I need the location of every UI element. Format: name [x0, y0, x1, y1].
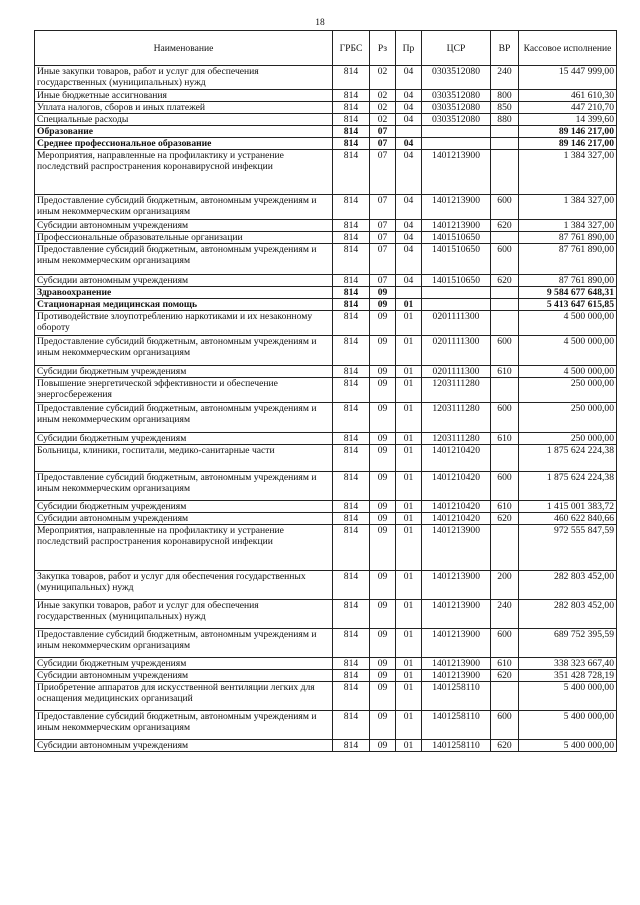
cell-name: Субсидии бюджетным учреждениям: [35, 433, 333, 445]
table-row: [35, 629, 617, 658]
cell-vr: 620: [491, 670, 519, 682]
column-header-grbs: ГРБС: [333, 31, 370, 66]
cell-csr: 1203111280: [422, 378, 491, 403]
cell-rz: 09: [370, 600, 396, 629]
cell-csr: 1401210420: [422, 513, 491, 525]
cell-sum: 689 752 395,59: [519, 629, 617, 658]
cell-grbs: 814: [333, 571, 370, 600]
cell-grbs: 814: [333, 629, 370, 658]
cell-rz: 07: [370, 126, 396, 138]
cell-pr: 04: [396, 244, 422, 275]
cell-rz: 02: [370, 66, 396, 90]
cell-grbs: 814: [333, 150, 370, 195]
cell-grbs: 814: [333, 378, 370, 403]
cell-rz: 09: [370, 445, 396, 472]
cell-csr: [422, 126, 491, 138]
cell-csr: 0201111300: [422, 311, 491, 336]
cell-grbs: 814: [333, 513, 370, 525]
cell-grbs: 814: [333, 90, 370, 102]
cell-pr: [396, 287, 422, 299]
cell-csr: 0303512080: [422, 90, 491, 102]
cell-grbs: 814: [333, 195, 370, 220]
cell-name: Мероприятия, направленные на профилактику и устранение последствий распространения коронавирусной инфекции: [35, 525, 333, 571]
cell-name: Иные закупки товаров, работ и услуг для обеспечения государственных (муниципальных) нужд: [35, 600, 333, 629]
cell-grbs: 814: [333, 244, 370, 275]
cell-csr: 1401210420: [422, 445, 491, 472]
table-row: [35, 525, 617, 571]
cell-pr: 04: [396, 90, 422, 102]
cell-csr: 1401258110: [422, 682, 491, 711]
cell-sum: 9 584 677 648,31: [519, 287, 617, 299]
cell-csr: 1401213900: [422, 658, 491, 670]
cell-rz: 09: [370, 525, 396, 571]
cell-sum: 5 400 000,00: [519, 740, 617, 752]
cell-vr: 610: [491, 366, 519, 378]
cell-sum: 5 400 000,00: [519, 682, 617, 711]
cell-grbs: 814: [333, 102, 370, 114]
cell-pr: 01: [396, 378, 422, 403]
cell-sum: 351 428 728,19: [519, 670, 617, 682]
cell-rz: 09: [370, 571, 396, 600]
cell-vr: [491, 525, 519, 571]
cell-rz: 09: [370, 311, 396, 336]
cell-grbs: 814: [333, 299, 370, 311]
table-row: [35, 275, 617, 287]
cell-sum: 972 555 847,59: [519, 525, 617, 571]
cell-name: Стационарная медицинская помощь: [35, 299, 333, 311]
cell-grbs: 814: [333, 433, 370, 445]
table-row: [35, 378, 617, 403]
cell-vr: 600: [491, 472, 519, 501]
cell-grbs: 814: [333, 403, 370, 433]
cell-csr: 1401213900: [422, 629, 491, 658]
cell-rz: 09: [370, 403, 396, 433]
table-row: [35, 472, 617, 501]
cell-vr: [491, 682, 519, 711]
cell-csr: [422, 299, 491, 311]
table-row: [35, 244, 617, 275]
cell-rz: 09: [370, 513, 396, 525]
cell-name: Предоставление субсидий бюджетным, автономным учреждениям и иным некоммерческим организациям: [35, 629, 333, 658]
cell-grbs: 814: [333, 66, 370, 90]
cell-name: Закупка товаров, работ и услуг для обеспечения государственных (муниципальных) нужд: [35, 571, 333, 600]
cell-csr: 1401213900: [422, 195, 491, 220]
table-row: [35, 682, 617, 711]
cell-rz: 09: [370, 670, 396, 682]
cell-pr: 01: [396, 682, 422, 711]
cell-vr: 600: [491, 629, 519, 658]
cell-pr: 01: [396, 711, 422, 740]
cell-name: Субсидии автономным учреждениям: [35, 740, 333, 752]
cell-csr: 0201111300: [422, 336, 491, 366]
cell-vr: 610: [491, 501, 519, 513]
cell-grbs: 814: [333, 670, 370, 682]
cell-rz: 09: [370, 299, 396, 311]
cell-sum: 87 761 890,00: [519, 275, 617, 287]
cell-rz: 09: [370, 472, 396, 501]
cell-pr: 04: [396, 66, 422, 90]
cell-vr: [491, 378, 519, 403]
table-row: [35, 195, 617, 220]
cell-csr: 0201111300: [422, 366, 491, 378]
cell-grbs: 814: [333, 740, 370, 752]
table-row: [35, 501, 617, 513]
cell-vr: 600: [491, 711, 519, 740]
table-row: [35, 711, 617, 740]
cell-rz: 07: [370, 275, 396, 287]
cell-vr: 620: [491, 740, 519, 752]
column-header-name: Наименование: [35, 31, 333, 66]
cell-name: Предоставление субсидий бюджетным, автономным учреждениям и иным некоммерческим организациям: [35, 403, 333, 433]
budget-table: [34, 30, 617, 752]
cell-name: Образование: [35, 126, 333, 138]
cell-rz: 02: [370, 114, 396, 126]
cell-csr: 1203111280: [422, 403, 491, 433]
cell-rz: 09: [370, 629, 396, 658]
cell-pr: 01: [396, 403, 422, 433]
cell-grbs: 814: [333, 287, 370, 299]
cell-sum: 1 415 001 383,72: [519, 501, 617, 513]
cell-sum: 1 875 624 224,38: [519, 472, 617, 501]
cell-sum: 15 447 999,00: [519, 66, 617, 90]
table-row: [35, 336, 617, 366]
cell-sum: 4 500 000,00: [519, 336, 617, 366]
cell-sum: 447 210,70: [519, 102, 617, 114]
cell-pr: 04: [396, 195, 422, 220]
cell-pr: 01: [396, 600, 422, 629]
cell-csr: 1401210420: [422, 472, 491, 501]
cell-grbs: 814: [333, 366, 370, 378]
cell-rz: 09: [370, 711, 396, 740]
table-row: [35, 90, 617, 102]
cell-pr: 01: [396, 513, 422, 525]
cell-grbs: 814: [333, 275, 370, 287]
table-row: [35, 102, 617, 114]
cell-vr: 620: [491, 513, 519, 525]
cell-vr: 880: [491, 114, 519, 126]
cell-csr: 0303512080: [422, 114, 491, 126]
cell-csr: 1203111280: [422, 433, 491, 445]
cell-grbs: 814: [333, 472, 370, 501]
cell-csr: [422, 138, 491, 150]
table-row: [35, 740, 617, 752]
cell-csr: 1401213900: [422, 670, 491, 682]
cell-vr: [491, 299, 519, 311]
cell-grbs: 814: [333, 658, 370, 670]
table-row: [35, 403, 617, 433]
cell-vr: 200: [491, 571, 519, 600]
cell-name: Субсидии бюджетным учреждениям: [35, 366, 333, 378]
cell-grbs: 814: [333, 445, 370, 472]
cell-rz: 09: [370, 501, 396, 513]
cell-pr: 01: [396, 629, 422, 658]
cell-pr: [396, 126, 422, 138]
cell-name: Субсидии автономным учреждениям: [35, 220, 333, 232]
cell-rz: 07: [370, 244, 396, 275]
cell-grbs: 814: [333, 600, 370, 629]
cell-grbs: 814: [333, 138, 370, 150]
cell-grbs: 814: [333, 220, 370, 232]
cell-sum: 14 399,60: [519, 114, 617, 126]
cell-name: Иные бюджетные ассигнования: [35, 90, 333, 102]
cell-sum: 282 803 452,00: [519, 571, 617, 600]
cell-name: Субсидии бюджетным учреждениям: [35, 501, 333, 513]
cell-name: Субсидии автономным учреждениям: [35, 275, 333, 287]
column-header-cash-execution: Кассовое исполнение: [519, 31, 617, 66]
cell-rz: 07: [370, 220, 396, 232]
cell-vr: 600: [491, 244, 519, 275]
cell-grbs: 814: [333, 311, 370, 336]
cell-vr: [491, 126, 519, 138]
cell-grbs: 814: [333, 232, 370, 244]
cell-name: Субсидии автономным учреждениям: [35, 513, 333, 525]
cell-csr: 1401258110: [422, 711, 491, 740]
cell-pr: 04: [396, 150, 422, 195]
cell-name: Противодействие злоупотреблению наркотиками и их незаконному обороту: [35, 311, 333, 336]
cell-pr: 01: [396, 670, 422, 682]
cell-csr: 1401210420: [422, 501, 491, 513]
cell-vr: [491, 232, 519, 244]
cell-rz: 02: [370, 102, 396, 114]
cell-grbs: 814: [333, 711, 370, 740]
cell-pr: 01: [396, 299, 422, 311]
cell-vr: 240: [491, 66, 519, 90]
cell-sum: 250 000,00: [519, 378, 617, 403]
cell-vr: 610: [491, 433, 519, 445]
cell-rz: 02: [370, 90, 396, 102]
cell-rz: 09: [370, 378, 396, 403]
table-row: [35, 311, 617, 336]
cell-vr: [491, 287, 519, 299]
cell-pr: 04: [396, 232, 422, 244]
cell-grbs: 814: [333, 525, 370, 571]
cell-csr: 0303512080: [422, 66, 491, 90]
table-body: [35, 66, 617, 752]
cell-vr: 600: [491, 195, 519, 220]
cell-grbs: 814: [333, 682, 370, 711]
cell-sum: 89 146 217,00: [519, 126, 617, 138]
cell-grbs: 814: [333, 336, 370, 366]
cell-name: Среднее профессиональное образование: [35, 138, 333, 150]
cell-name: Приобретение аппаратов для искусственной вентиляции легких для оснащения медицинских организаций: [35, 682, 333, 711]
table-row: [35, 287, 617, 299]
cell-rz: 09: [370, 740, 396, 752]
cell-csr: 1401510650: [422, 275, 491, 287]
cell-pr: 01: [396, 525, 422, 571]
cell-vr: 600: [491, 403, 519, 433]
cell-name: Здравоохранение: [35, 287, 333, 299]
cell-sum: 1 384 327,00: [519, 220, 617, 232]
table-row: [35, 114, 617, 126]
cell-grbs: 814: [333, 126, 370, 138]
cell-vr: 850: [491, 102, 519, 114]
table-row: [35, 670, 617, 682]
cell-pr: 01: [396, 433, 422, 445]
cell-pr: 01: [396, 740, 422, 752]
cell-name: Субсидии бюджетным учреждениям: [35, 658, 333, 670]
cell-pr: 04: [396, 114, 422, 126]
cell-rz: 09: [370, 433, 396, 445]
cell-name: Повышение энергетической эффективности и обеспечение энергосбережения: [35, 378, 333, 403]
cell-sum: 338 323 667,40: [519, 658, 617, 670]
cell-vr: [491, 311, 519, 336]
cell-rz: 07: [370, 150, 396, 195]
cell-csr: [422, 287, 491, 299]
cell-pr: 01: [396, 472, 422, 501]
column-header-pr: Пр: [396, 31, 422, 66]
table-row: [35, 66, 617, 90]
table-row: [35, 366, 617, 378]
table-row: [35, 571, 617, 600]
cell-sum: 1 384 327,00: [519, 195, 617, 220]
cell-csr: 1401510650: [422, 244, 491, 275]
table-row: [35, 220, 617, 232]
cell-name: Предоставление субсидий бюджетным, автономным учреждениям и иным некоммерческим организациям: [35, 472, 333, 501]
cell-name: Предоставление субсидий бюджетным, автономным учреждениям и иным некоммерческим организациям: [35, 195, 333, 220]
cell-sum: 5 400 000,00: [519, 711, 617, 740]
cell-pr: 04: [396, 220, 422, 232]
cell-pr: 01: [396, 311, 422, 336]
cell-pr: 01: [396, 501, 422, 513]
cell-sum: 282 803 452,00: [519, 600, 617, 629]
cell-csr: 1401213900: [422, 571, 491, 600]
cell-vr: [491, 138, 519, 150]
cell-vr: [491, 150, 519, 195]
cell-rz: 07: [370, 232, 396, 244]
cell-name: Предоставление субсидий бюджетным, автономным учреждениям и иным некоммерческим организациям: [35, 336, 333, 366]
page-number: 18: [315, 18, 325, 28]
cell-csr: 1401213900: [422, 600, 491, 629]
cell-csr: 1401258110: [422, 740, 491, 752]
cell-sum: 250 000,00: [519, 433, 617, 445]
cell-name: Предоставление субсидий бюджетным, автономным учреждениям и иным некоммерческим организациям: [35, 711, 333, 740]
cell-pr: 04: [396, 138, 422, 150]
cell-vr: 610: [491, 658, 519, 670]
cell-name: Уплата налогов, сборов и иных платежей: [35, 102, 333, 114]
cell-vr: 240: [491, 600, 519, 629]
cell-pr: 01: [396, 571, 422, 600]
cell-name: Субсидии автономным учреждениям: [35, 670, 333, 682]
table-row: [35, 658, 617, 670]
cell-pr: 01: [396, 658, 422, 670]
cell-name: Профессиональные образовательные организации: [35, 232, 333, 244]
table-row: [35, 232, 617, 244]
cell-vr: 620: [491, 220, 519, 232]
cell-name: Больницы, клиники, госпитали, медико-санитарные части: [35, 445, 333, 472]
table-header-row: [35, 31, 617, 66]
table-row: [35, 126, 617, 138]
cell-vr: 620: [491, 275, 519, 287]
cell-rz: 07: [370, 138, 396, 150]
table-row: [35, 513, 617, 525]
cell-sum: 5 413 647 615,85: [519, 299, 617, 311]
cell-pr: 01: [396, 366, 422, 378]
cell-rz: 09: [370, 336, 396, 366]
table-row: [35, 600, 617, 629]
cell-name: Специальные расходы: [35, 114, 333, 126]
cell-vr: 800: [491, 90, 519, 102]
table-row: [35, 433, 617, 445]
cell-rz: 09: [370, 366, 396, 378]
cell-sum: 4 500 000,00: [519, 311, 617, 336]
cell-sum: 87 761 890,00: [519, 244, 617, 275]
cell-csr: 1401213900: [422, 525, 491, 571]
cell-rz: 07: [370, 195, 396, 220]
column-header-rz: Рз: [370, 31, 396, 66]
cell-csr: 1401213900: [422, 150, 491, 195]
cell-pr: 04: [396, 102, 422, 114]
column-header-csr: ЦСР: [422, 31, 491, 66]
cell-sum: 460 622 840,66: [519, 513, 617, 525]
cell-rz: 09: [370, 658, 396, 670]
cell-pr: 01: [396, 445, 422, 472]
cell-sum: 461 610,30: [519, 90, 617, 102]
cell-csr: 0303512080: [422, 102, 491, 114]
cell-sum: 87 761 890,00: [519, 232, 617, 244]
cell-sum: 1 875 624 224,38: [519, 445, 617, 472]
cell-grbs: 814: [333, 501, 370, 513]
cell-vr: [491, 445, 519, 472]
cell-rz: 09: [370, 682, 396, 711]
cell-csr: 1401510650: [422, 232, 491, 244]
table-row: [35, 150, 617, 195]
cell-sum: 1 384 327,00: [519, 150, 617, 195]
cell-name: Иные закупки товаров, работ и услуг для обеспечения государственных (муниципальных) нужд: [35, 66, 333, 90]
cell-pr: 04: [396, 275, 422, 287]
cell-name: Предоставление субсидий бюджетным, автономным учреждениям и иным некоммерческим организациям: [35, 244, 333, 275]
cell-grbs: 814: [333, 114, 370, 126]
cell-sum: 250 000,00: [519, 403, 617, 433]
cell-csr: 1401213900: [422, 220, 491, 232]
table-row: [35, 138, 617, 150]
cell-sum: 4 500 000,00: [519, 366, 617, 378]
table-row: [35, 299, 617, 311]
table-row: [35, 445, 617, 472]
cell-name: Мероприятия, направленные на профилактику и устранение последствий распространения коронавирусной инфекции: [35, 150, 333, 195]
column-header-vr: ВР: [491, 31, 519, 66]
cell-pr: 01: [396, 336, 422, 366]
cell-rz: 09: [370, 287, 396, 299]
cell-vr: 600: [491, 336, 519, 366]
cell-sum: 89 146 217,00: [519, 138, 617, 150]
